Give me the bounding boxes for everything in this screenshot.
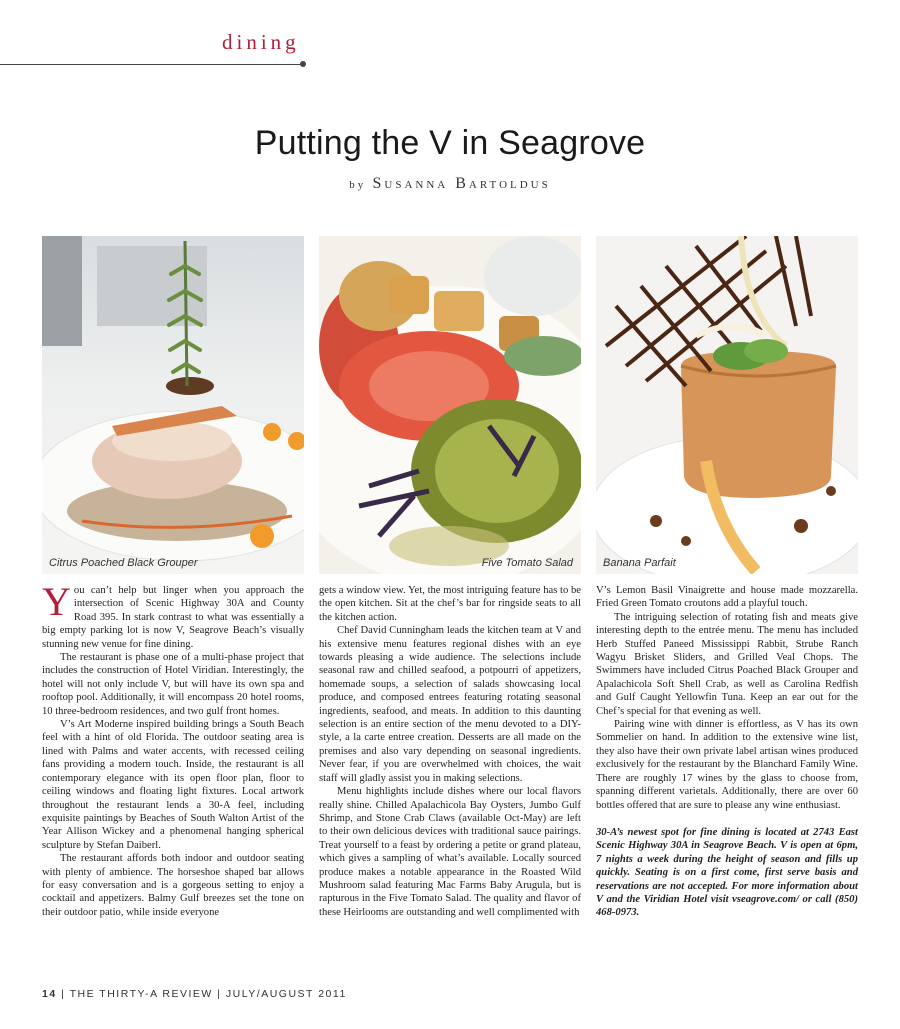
paragraph: gets a window view. Yet, the most intriguing feature has to be the open kitchen. Sit at the chef’s bar for ringside seats to all the kitchen action. (319, 585, 581, 623)
issue-date: JULY/AUGUST 2011 (225, 988, 347, 1000)
photo-caption: Citrus Poached Black Grouper (49, 557, 198, 569)
footer-separator: | (61, 988, 66, 1000)
footer-separator: | (217, 988, 222, 1000)
page-footer (42, 988, 347, 1000)
restaurant-info: 30-A’s newest spot for fine dining is located at 2743 East Scenic Highway 30A in Seagrove Beach. V is open at 6pm, 7 nights a week during the height of season and fills up quickly. Seating is on a first come, first serve basis and reservations are not accepted. For more information about V and the Viridian Hotel visit vseagrove.com/ or call (850) 468-0973. (596, 826, 858, 919)
byline (0, 175, 900, 193)
paragraph: The restaurant affords both indoor and outdoor seating with plenty of ambience. The horseshoe shaped bar allows for easy conversation and is a gorgeous setting to enjoy a cocktail and appetizers. Balmy Gulf breezes set the tone on their outdoor patio, while inside everyone (42, 853, 304, 918)
paragraph: V’s Art Moderne inspired building brings a South Beach feel with a hint of old Florida. The outdoor seating area is lined with Palms and water accents, with recessed ceiling fans providing a modern touch. Inside, the restaurant is all contemporary elegance with its open floor plan, floor to ceiling windows and floating light fixtures. Local artwork throughout the restaurant lends a 30-A feel, including exquisite paintings by Beaches of South Walton Artist of the Year Allison Wickey and a phenomenal hanging spherical sculpture by Stefan Daiberl. (42, 719, 304, 851)
paragraph: The restaurant is phase one of a multi-phase project that includes the construction of Hotel Viridian. Interestingly, the hotel will not only include V, but will have its own spa and rooftop pool. Additionally, it will encompass 20 hotel rooms, 10 three-bedroom residences, and two gulf front homes. (42, 652, 304, 717)
section-rule-dot (300, 61, 306, 67)
paragraph: Chef David Cunningham leads the kitchen team at V and his extensive menu features regional dishes with an eye towards pleasing a wide audience. The selections include seasonal raw and chilled seafood, a potpourri of appetizers, homemade soups, a selection of salads showcasing local produce, and composed entrees featuring rotating seasonal ingredients, seafood, and meats. In addition to this daunting selection is an entire section of the menu devoted to a DIY-style, a la carte entree creation. Desserts are all made on the premises and also vary depending on seasonal ingredients. Never fear, if you are overwhelmed with choices, the wait staff will gladly assist you in making selections. (319, 625, 581, 784)
article-column-1 (42, 579, 304, 919)
author-name: Susanna Bartoldus (372, 175, 551, 192)
photo-banana-parfait (596, 236, 858, 574)
banana-parfait-image (596, 236, 858, 574)
paragraph: You can’t help but linger when you approach the intersection of Scenic Highway 30A and County Road 395. In stark contrast to what was essentially a big empty parking lot is now V, Seagrove Beach’s visually stunning new venue for fine dining. (42, 579, 304, 650)
grouper-image (42, 236, 304, 574)
tomato-salad-image (319, 236, 581, 574)
photo-grouper (42, 236, 304, 574)
article-column-2 (319, 584, 581, 919)
byline-prefix: by (349, 179, 367, 191)
photo-caption: Banana Parfait (603, 557, 676, 569)
section-rule (0, 64, 304, 65)
paragraph: The intriguing selection of rotating fish and meats give interesting depth to the entrée menu. The menu has included Herb Stuffed Paneed Mississippi Rabbit, Strube Ranch Wagyu Brisket Sliders, and Grilled Veal Chops. The Swimmers have included Citrus Poached Black Grouper and Apalachicola Soft Shell Crab, as well as Carolina Redfish and Gulf Caught Yellowfin Tuna. Keep an ear out for the Chef’s special for that evening as well. (596, 611, 858, 717)
paragraph: Menu highlights include dishes where our local flavors really shine. Chilled Apalachicola Bay Oysters, Jumbo Gulf Shrimp, and Stone Crab Claws (available Oct-May) are left to their own delicious devices with traditional sauce pairings. Treat yourself to a feast by ordering a petite or grand plateau, which gives a sampling of what’s available. Locally sourced produce makes a notable appearance in the Roasted Wild Mushroom salad featuring Mac Farms Baby Arugula, but is rapturous in the Five Tomato Salad. The quality and flavor of these Heirlooms are outstanding and well complimented with (319, 786, 581, 918)
publication-name: THE THIRTY-A REVIEW (69, 988, 213, 1000)
section-label: dining (222, 30, 300, 54)
article-column-3 (596, 584, 858, 920)
page-number: 14 (42, 988, 57, 1000)
photo-tomato-salad (319, 236, 581, 574)
photo-caption: Five Tomato Salad (481, 557, 573, 569)
drop-cap: Y (42, 579, 71, 624)
paragraph: Pairing wine with dinner is effortless, as V has its own Sommelier on hand. In addition to the extensive wine list, they also have their own private label artisan wines produced exclusively for the restaurant by the Blanchard Family Wine. There are roughly 17 wines by the glass to choose from, spanning different varietals. Additionally, there are over 60 bottles offered that are sure to please any wine enthusiast. (596, 719, 858, 811)
paragraph: V’s Lemon Basil Vinaigrette and house made mozzarella. Fried Green Tomato croutons add a playful touch. (596, 585, 858, 610)
article-title: Putting the V in Seagrove (254, 124, 646, 162)
